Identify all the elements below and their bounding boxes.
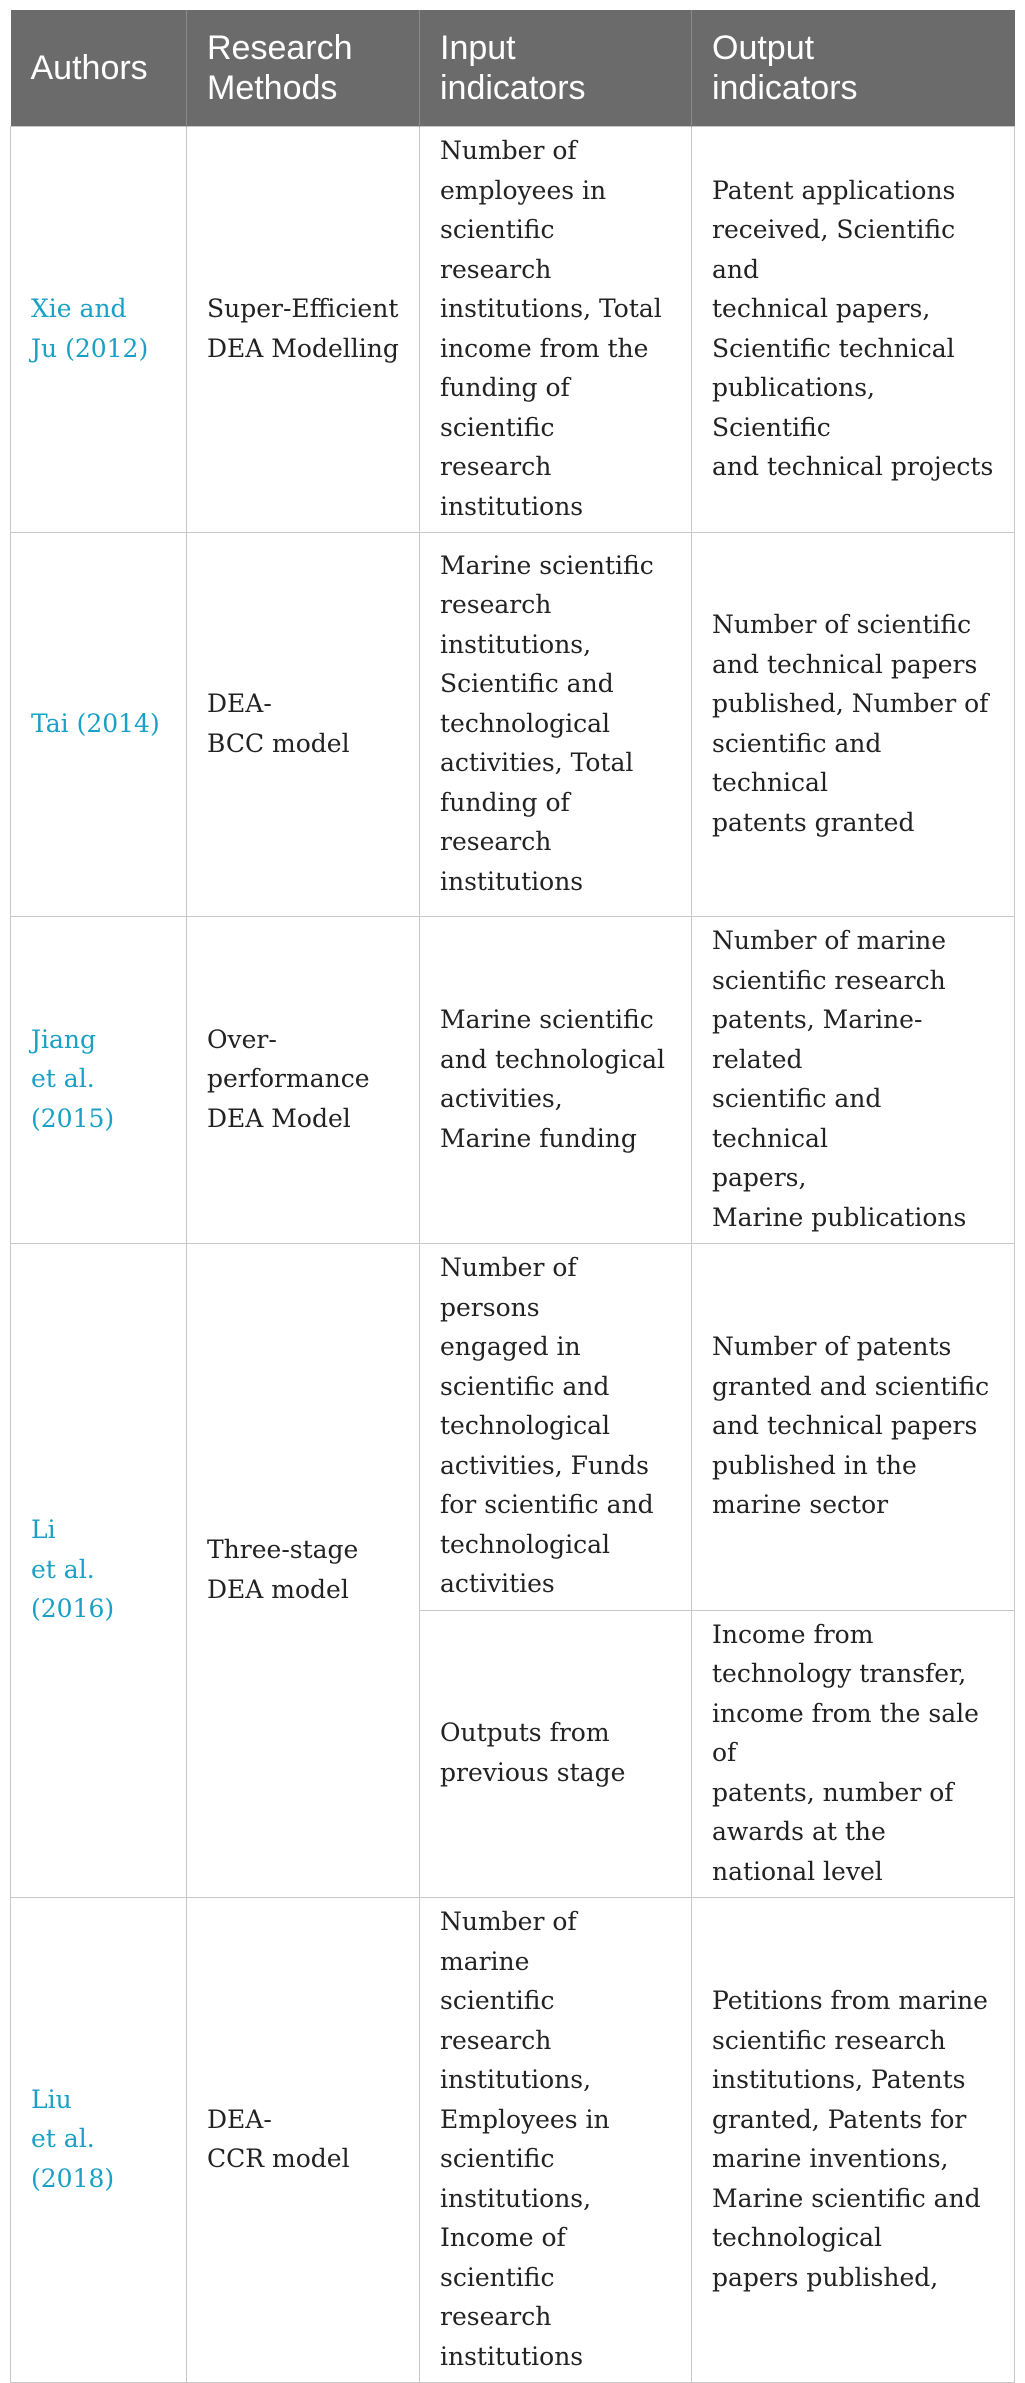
header-output-indicators: Output indicators (692, 10, 1015, 127)
method-cell: DEA- BCC model (187, 533, 420, 917)
dea-studies-table (10, 10, 1015, 2383)
input-cell: Number of persons engaged in scientific and technological activities, Funds for scientific and technological activities (420, 1244, 692, 1611)
output-cell-stage2: Income from technology transfer, income from the sale of patents, number of awards at the national level (692, 1610, 1015, 1898)
input-cell: Number of marine scientific research institutions, Employees in scientific institutions, Income of scientific research institutions (420, 1898, 692, 2383)
header-research-methods: Research Methods (187, 10, 420, 127)
output-cell: Petitions from marine scientific research institutions, Patents granted, Patents for marine inventions, Marine scientific and technological papers published, (692, 1898, 1015, 2383)
output-cell: Number of scientific and technical papers published, Number of scientific and technical patents granted (692, 533, 1015, 917)
table-row (11, 917, 1015, 1244)
author-link[interactable]: Li et al. (2016) (11, 1244, 187, 1898)
output-cell: Number of patents granted and scientific and technical papers published in the marine sector (692, 1244, 1015, 1611)
method-cell: Three-stage DEA model (187, 1244, 420, 1898)
method-cell: DEA- CCR model (187, 1898, 420, 2383)
method-cell: Over- performance DEA Model (187, 917, 420, 1244)
table-row (11, 1244, 1015, 1611)
table-row (11, 1898, 1015, 2383)
author-link[interactable]: Tai (2014) (11, 533, 187, 917)
table-row (11, 533, 1015, 917)
header-authors: Authors (11, 10, 187, 127)
method-cell: Super-Efficient DEA Modelling (187, 127, 420, 533)
input-cell: Marine scientific and technological activities, Marine funding (420, 917, 692, 1244)
input-cell: Marine scientific research institutions, Scientific and technological activities, Total funding of research institutions (420, 533, 692, 917)
author-link[interactable]: Jiang et al. (2015) (11, 917, 187, 1244)
table-container (10, 10, 1015, 2383)
output-cell: Number of marine scientific research patents, Marine-related scientific and technical papers, Marine publications (692, 917, 1015, 1244)
output-cell: Patent applications received, Scientific and technical papers, Scientific technical publications, Scientific and technical projects (692, 127, 1015, 533)
author-link[interactable]: Liu et al. (2018) (11, 1898, 187, 2383)
table-header-row (11, 10, 1015, 127)
author-link[interactable]: Xie and Ju (2012) (11, 127, 187, 533)
table-row (11, 127, 1015, 533)
input-cell: Number of employees in scientific research institutions, Total income from the funding of scientific research institutions (420, 127, 692, 533)
input-cell-stage2: Outputs from previous stage (420, 1610, 692, 1898)
header-input-indicators: Input indicators (420, 10, 692, 127)
